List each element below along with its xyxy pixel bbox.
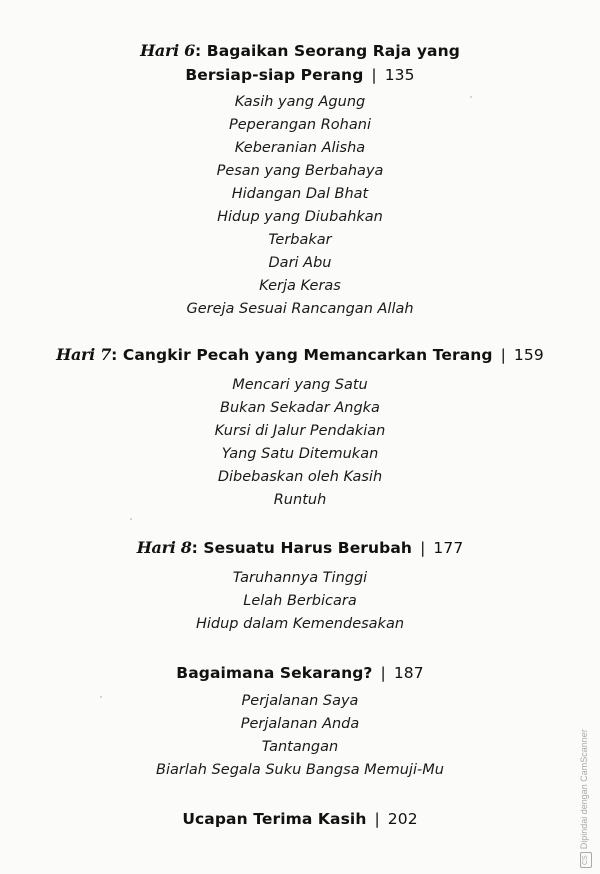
separator: | (371, 66, 377, 84)
hari-6-title-line2: Bersiap-siap Perang (185, 66, 364, 84)
separator: | (420, 539, 426, 557)
ucapan-terima-kasih-page-number: 202 (387, 810, 418, 828)
hari-7-title: Cangkir Pecah yang Memancarkan Terang (122, 346, 493, 364)
section-hari-6-heading-line2 (0, 64, 600, 86)
hari-6-page-number: 135 (384, 66, 415, 84)
hari-8-label: Hari 8 (136, 538, 192, 557)
toc-subitem: Terbakar (268, 232, 332, 248)
toc-subitem: Kursi di Jalur Pendakian (214, 423, 386, 439)
separator: | (500, 346, 506, 364)
hari-8-colon: : (191, 539, 198, 557)
hari-6-colon: : (194, 42, 202, 60)
toc-subitem: Peperangan Rohani (229, 117, 371, 133)
toc-subitem: Hidangan Dal Bhat (231, 186, 369, 202)
toc-subitem: Hidup dalam Kemendesakan (195, 616, 405, 632)
toc-subitem: Yang Satu Ditemukan (221, 446, 379, 462)
camscanner-watermark (579, 729, 592, 868)
section-bagaimana-sekarang-heading (0, 662, 600, 684)
toc-subitem: Runtuh (273, 492, 327, 508)
section-hari-6-heading (0, 40, 600, 62)
bagaimana-sekarang-title: Bagaimana Sekarang? (176, 664, 373, 682)
ucapan-terima-kasih-title: Ucapan Terima Kasih (182, 810, 367, 828)
bagaimana-sekarang-page-number: 187 (393, 664, 424, 682)
toc-subitem: Kasih yang Agung (234, 94, 366, 110)
paper-speck (470, 96, 472, 98)
toc-subitem: Biarlah Segala Suku Bangsa Memuji-Mu (156, 762, 444, 778)
toc-subitem: Pesan yang Berbahaya (216, 163, 384, 179)
section-hari-8-heading (0, 537, 600, 559)
toc-subitem: Bukan Sekadar Angka (220, 400, 380, 416)
hari-6-title-line1: Bagaikan Seorang Raja yang (206, 42, 460, 60)
toc-subitem: Perjalanan Anda (240, 716, 360, 732)
separator: | (380, 664, 386, 682)
paper-speck (100, 696, 102, 698)
hari-8-title: Sesuatu Harus Berubah (203, 539, 413, 557)
toc-subitem: Perjalanan Saya (241, 693, 359, 709)
camscanner-logo-icon: CS (580, 852, 592, 868)
hari-7-page-number: 159 (513, 346, 544, 364)
hari-7-label: Hari 7 (56, 345, 112, 364)
toc-subitem: Tantangan (261, 739, 339, 755)
toc-subitem: Keberanian Alisha (234, 140, 366, 156)
section-hari-7-heading (0, 344, 600, 366)
separator: | (374, 810, 380, 828)
toc-subitem: Dari Abu (268, 255, 332, 271)
section-ucapan-terima-kasih-heading (0, 808, 600, 830)
toc-subitem: Gereja Sesuai Rancangan Allah (186, 301, 414, 317)
toc-subitem: Hidup yang Diubahkan (217, 209, 383, 225)
hari-7-colon: : (111, 346, 118, 364)
camscanner-text: Dipindai dengan CamScanner (579, 729, 589, 850)
hari-6-label: Hari 6 (140, 41, 195, 60)
toc-subitem: Mencari yang Satu (232, 377, 368, 393)
toc-subitem: Taruhannya Tinggi (232, 570, 368, 586)
hari-8-page-number: 177 (433, 539, 464, 557)
toc-subitem: Lelah Berbicara (243, 593, 357, 609)
toc-subitem: Dibebaskan oleh Kasih (217, 469, 383, 485)
paper-speck (130, 518, 132, 520)
toc-subitem: Kerja Keras (259, 278, 341, 294)
